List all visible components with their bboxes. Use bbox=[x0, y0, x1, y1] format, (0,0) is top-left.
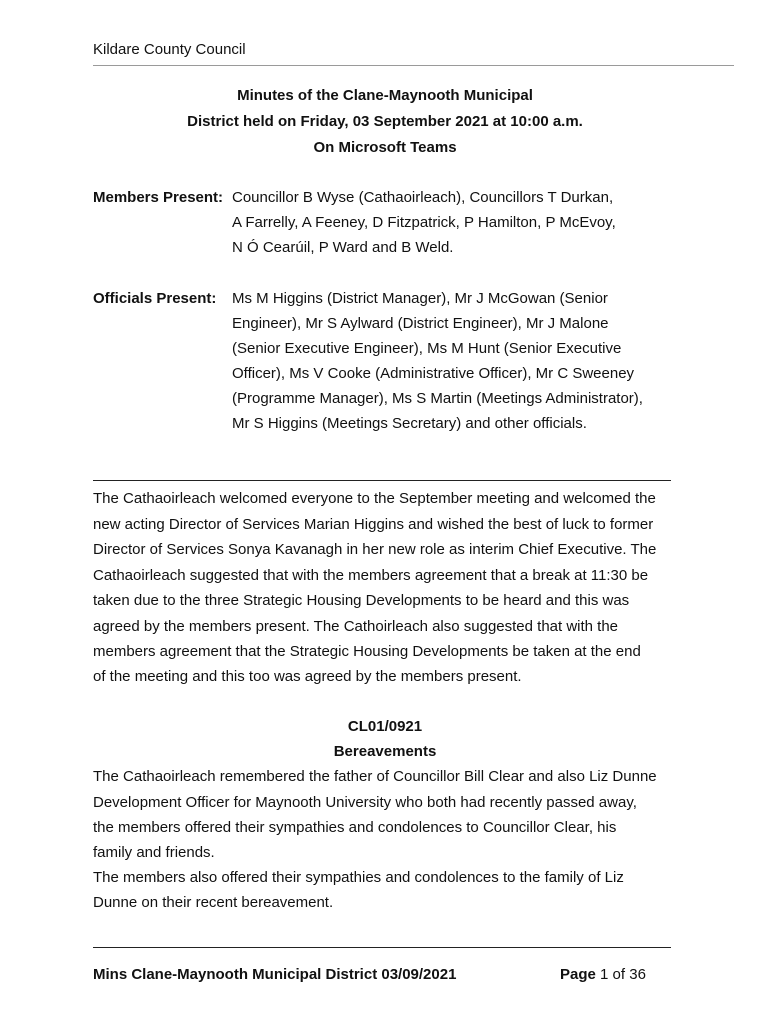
officials-line-3: (Senior Executive Engineer), Ms M Hunt (Senior Executive bbox=[232, 340, 622, 357]
section-line-4: family and friends. bbox=[93, 844, 215, 861]
members-label: Members Present: bbox=[93, 189, 224, 206]
members-line-2: A Farrelly, A Feeney, D Fitzpatrick, P Hamilton, P McEvoy, bbox=[232, 214, 616, 231]
header-rule bbox=[93, 65, 734, 66]
members-line-3: N Ó Cearúil, P Ward and B Weld. bbox=[232, 239, 454, 256]
intro-line-8: of the meeting and this too was agreed by the members present. bbox=[93, 668, 522, 685]
section-heading: Bereavements bbox=[333, 743, 437, 760]
footer-rule bbox=[93, 947, 671, 948]
intro-line-2: new acting Director of Services Marian Higgins and wished the best of luck to former bbox=[93, 516, 654, 533]
intro-line-5: taken due to the three Strategic Housing Developments to be heard and this was bbox=[93, 592, 630, 609]
section-line-5: The members also offered their sympathies and condolences to the family of Liz bbox=[93, 869, 624, 886]
intro-line-4: Cathaoirleach suggested that with the members agreement that a break at 11:30 be bbox=[93, 567, 649, 584]
page-indicator bbox=[560, 966, 646, 983]
officials-label: Officials Present: bbox=[93, 290, 217, 307]
officials-line-6: Mr S Higgins (Meetings Secretary) and other officials. bbox=[232, 415, 587, 432]
intro-line-7: members agreement that the Strategic Housing Developments be taken at the end bbox=[93, 643, 641, 660]
section-rule-top bbox=[93, 480, 671, 481]
intro-line-1: The Cathaoirleach welcomed everyone to the September meeting and welcomed the bbox=[93, 490, 656, 507]
page-header: Kildare County Council bbox=[93, 41, 246, 58]
intro-line-6: agreed by the members present. The Cathoirleach also suggested that with the bbox=[93, 618, 619, 635]
page-label: Page bbox=[560, 966, 596, 983]
title-line-3: On Microsoft Teams bbox=[313, 139, 457, 156]
page-total: of 36 bbox=[612, 966, 646, 983]
section-ref: CL01/0921 bbox=[347, 718, 423, 735]
officials-line-2: Engineer), Mr S Aylward (District Engineer), Mr J Malone bbox=[232, 315, 609, 332]
section-line-1: The Cathaoirleach remembered the father of Councillor Bill Clear and also Liz Dunne bbox=[93, 768, 657, 785]
page-number: 1 bbox=[600, 966, 609, 983]
officials-line-4: Officer), Ms V Cooke (Administrative Officer), Mr C Sweeney bbox=[232, 365, 635, 382]
section-line-6: Dunne on their recent bereavement. bbox=[93, 894, 334, 911]
footer-title: Mins Clane-Maynooth Municipal District 03/09/2021 bbox=[93, 966, 457, 983]
section-line-3: the members offered their sympathies and condolences to Councillor Clear, his bbox=[93, 819, 617, 836]
intro-line-3: Director of Services Sonya Kavanagh in her new role as interim Chief Executive. The bbox=[93, 541, 657, 558]
title-line-1: Minutes of the Clane-Maynooth Municipal bbox=[237, 87, 533, 104]
officials-line-5: (Programme Manager), Ms S Martin (Meetings Administrator), bbox=[232, 390, 643, 407]
officials-line-1: Ms M Higgins (District Manager), Mr J McGowan (Senior bbox=[232, 290, 608, 307]
members-line-1: Councillor B Wyse (Cathaoirleach), Councillors T Durkan, bbox=[232, 189, 614, 206]
title-line-2: District held on Friday, 03 September 2021 at 10:00 a.m. bbox=[187, 113, 583, 130]
section-line-2: Development Officer for Maynooth University who both had recently passed away, bbox=[93, 794, 637, 811]
